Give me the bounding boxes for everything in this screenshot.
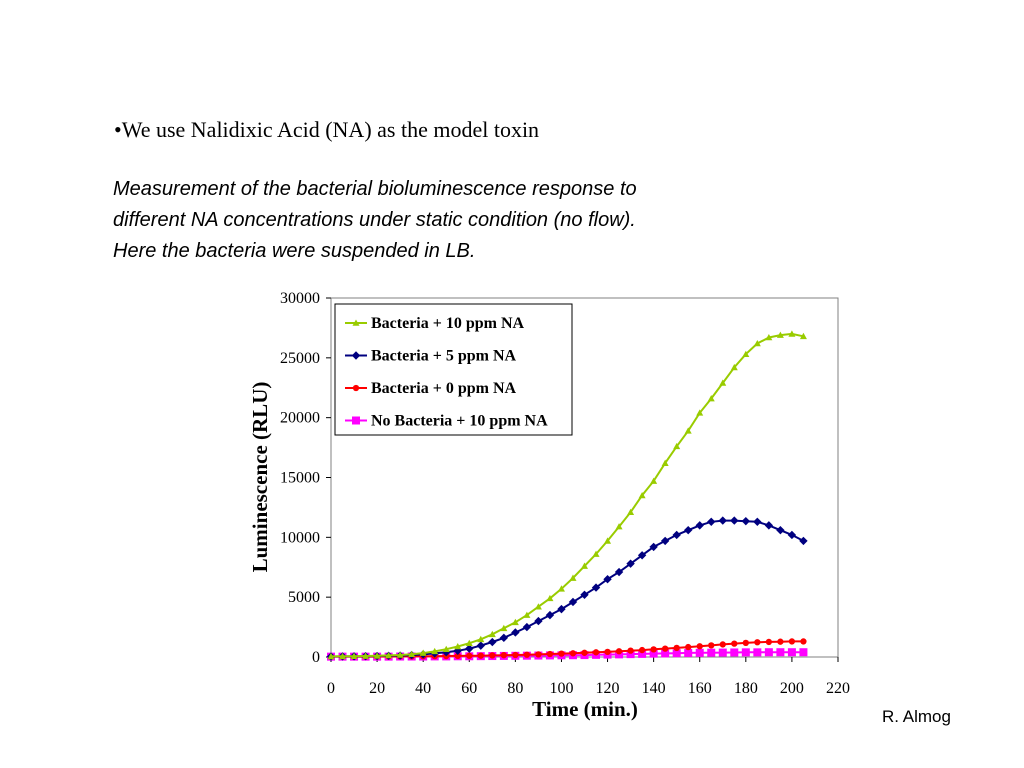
data-point — [512, 652, 518, 658]
data-point — [776, 648, 784, 656]
data-point — [558, 650, 564, 656]
x-tick-label: 180 — [733, 680, 758, 697]
x-tick-label: 80 — [507, 680, 524, 697]
data-point — [707, 649, 715, 657]
data-point — [685, 644, 691, 650]
credit-text: R. Almog — [882, 707, 951, 726]
data-point — [730, 516, 738, 524]
data-point — [788, 648, 796, 656]
data-point — [742, 517, 750, 525]
data-point — [478, 653, 484, 659]
y-tick-label: 25000 — [280, 349, 320, 367]
x-axis-label: Time (min.) — [532, 697, 638, 721]
data-point — [627, 648, 633, 654]
y-tick-label: 10000 — [280, 529, 320, 547]
data-point — [799, 537, 807, 545]
x-tick-label: 0 — [327, 680, 335, 697]
legend-label: No Bacteria + 10 ppm NA — [371, 412, 548, 430]
data-point — [523, 623, 531, 631]
x-tick-label: 140 — [641, 680, 666, 697]
data-point — [720, 641, 726, 647]
data-point — [500, 634, 508, 642]
data-point — [661, 537, 669, 545]
data-point — [788, 531, 796, 539]
data-point — [581, 650, 587, 656]
x-tick-label: 100 — [549, 680, 574, 697]
data-point — [604, 649, 610, 655]
data-point — [766, 639, 772, 645]
series-bacteria-5-ppm-na — [327, 516, 808, 660]
data-point — [708, 642, 714, 648]
data-point — [650, 646, 656, 652]
data-point — [546, 611, 554, 619]
y-tick-label: 5000 — [288, 589, 320, 607]
data-point — [547, 651, 553, 657]
data-point — [672, 531, 680, 539]
data-point — [488, 638, 496, 646]
y-axis-label: Luminescence (RLU) — [248, 381, 272, 573]
data-point — [707, 518, 715, 526]
x-tick-label: 220 — [826, 680, 850, 697]
caption-line: Measurement of the bacterial bioluminescence response to — [113, 178, 637, 200]
data-point — [696, 649, 704, 657]
data-point — [593, 649, 599, 655]
data-point — [501, 652, 507, 658]
series-line — [331, 521, 803, 657]
x-tick-label: 200 — [779, 680, 804, 697]
data-point — [800, 638, 806, 644]
data-point — [662, 645, 668, 651]
x-tick-label: 40 — [415, 680, 432, 697]
data-point — [731, 640, 737, 646]
data-point — [730, 648, 738, 656]
x-tick-label: 60 — [461, 680, 478, 697]
data-point — [570, 650, 576, 656]
data-point — [742, 648, 750, 656]
y-tick-label: 15000 — [280, 469, 320, 487]
data-point — [524, 652, 530, 658]
data-point — [353, 385, 359, 391]
data-point — [616, 648, 622, 654]
data-point — [719, 516, 727, 524]
data-point — [477, 641, 485, 649]
data-point — [535, 651, 541, 657]
legend-label: Bacteria + 5 ppm NA — [371, 347, 517, 365]
caption-line: Here the bacteria were suspended in LB. — [113, 240, 476, 262]
data-point — [534, 617, 542, 625]
data-point — [352, 417, 360, 425]
x-tick-label: 120 — [595, 680, 620, 697]
data-point — [674, 645, 680, 651]
y-tick-label: 0 — [312, 649, 320, 666]
legend-label: Bacteria + 10 ppm NA — [371, 315, 525, 332]
legend-label: Bacteria + 0 ppm NA — [371, 380, 517, 397]
data-point — [754, 639, 760, 645]
data-point — [799, 648, 807, 656]
data-point — [753, 518, 761, 526]
data-point — [777, 639, 783, 645]
data-point — [511, 628, 519, 636]
bullet-text: •We use Nalidixic Acid (NA) as the model toxin — [114, 117, 540, 142]
data-point — [776, 526, 784, 534]
data-point — [753, 648, 761, 656]
data-point — [684, 526, 692, 534]
data-point — [789, 638, 795, 644]
data-point — [696, 521, 704, 529]
caption-line: different NA concentrations under static condition (no flow). — [113, 209, 636, 231]
y-tick-label: 20000 — [280, 409, 320, 427]
y-tick-label: 30000 — [280, 290, 320, 307]
legend — [335, 304, 572, 435]
data-point — [489, 652, 495, 658]
data-point — [765, 648, 773, 656]
data-point — [697, 643, 703, 649]
x-tick-label: 160 — [687, 680, 712, 697]
data-point — [743, 640, 749, 646]
data-point — [765, 521, 773, 529]
data-point — [719, 649, 727, 657]
data-point — [466, 653, 472, 659]
x-tick-label: 20 — [369, 680, 386, 697]
data-point — [639, 647, 645, 653]
